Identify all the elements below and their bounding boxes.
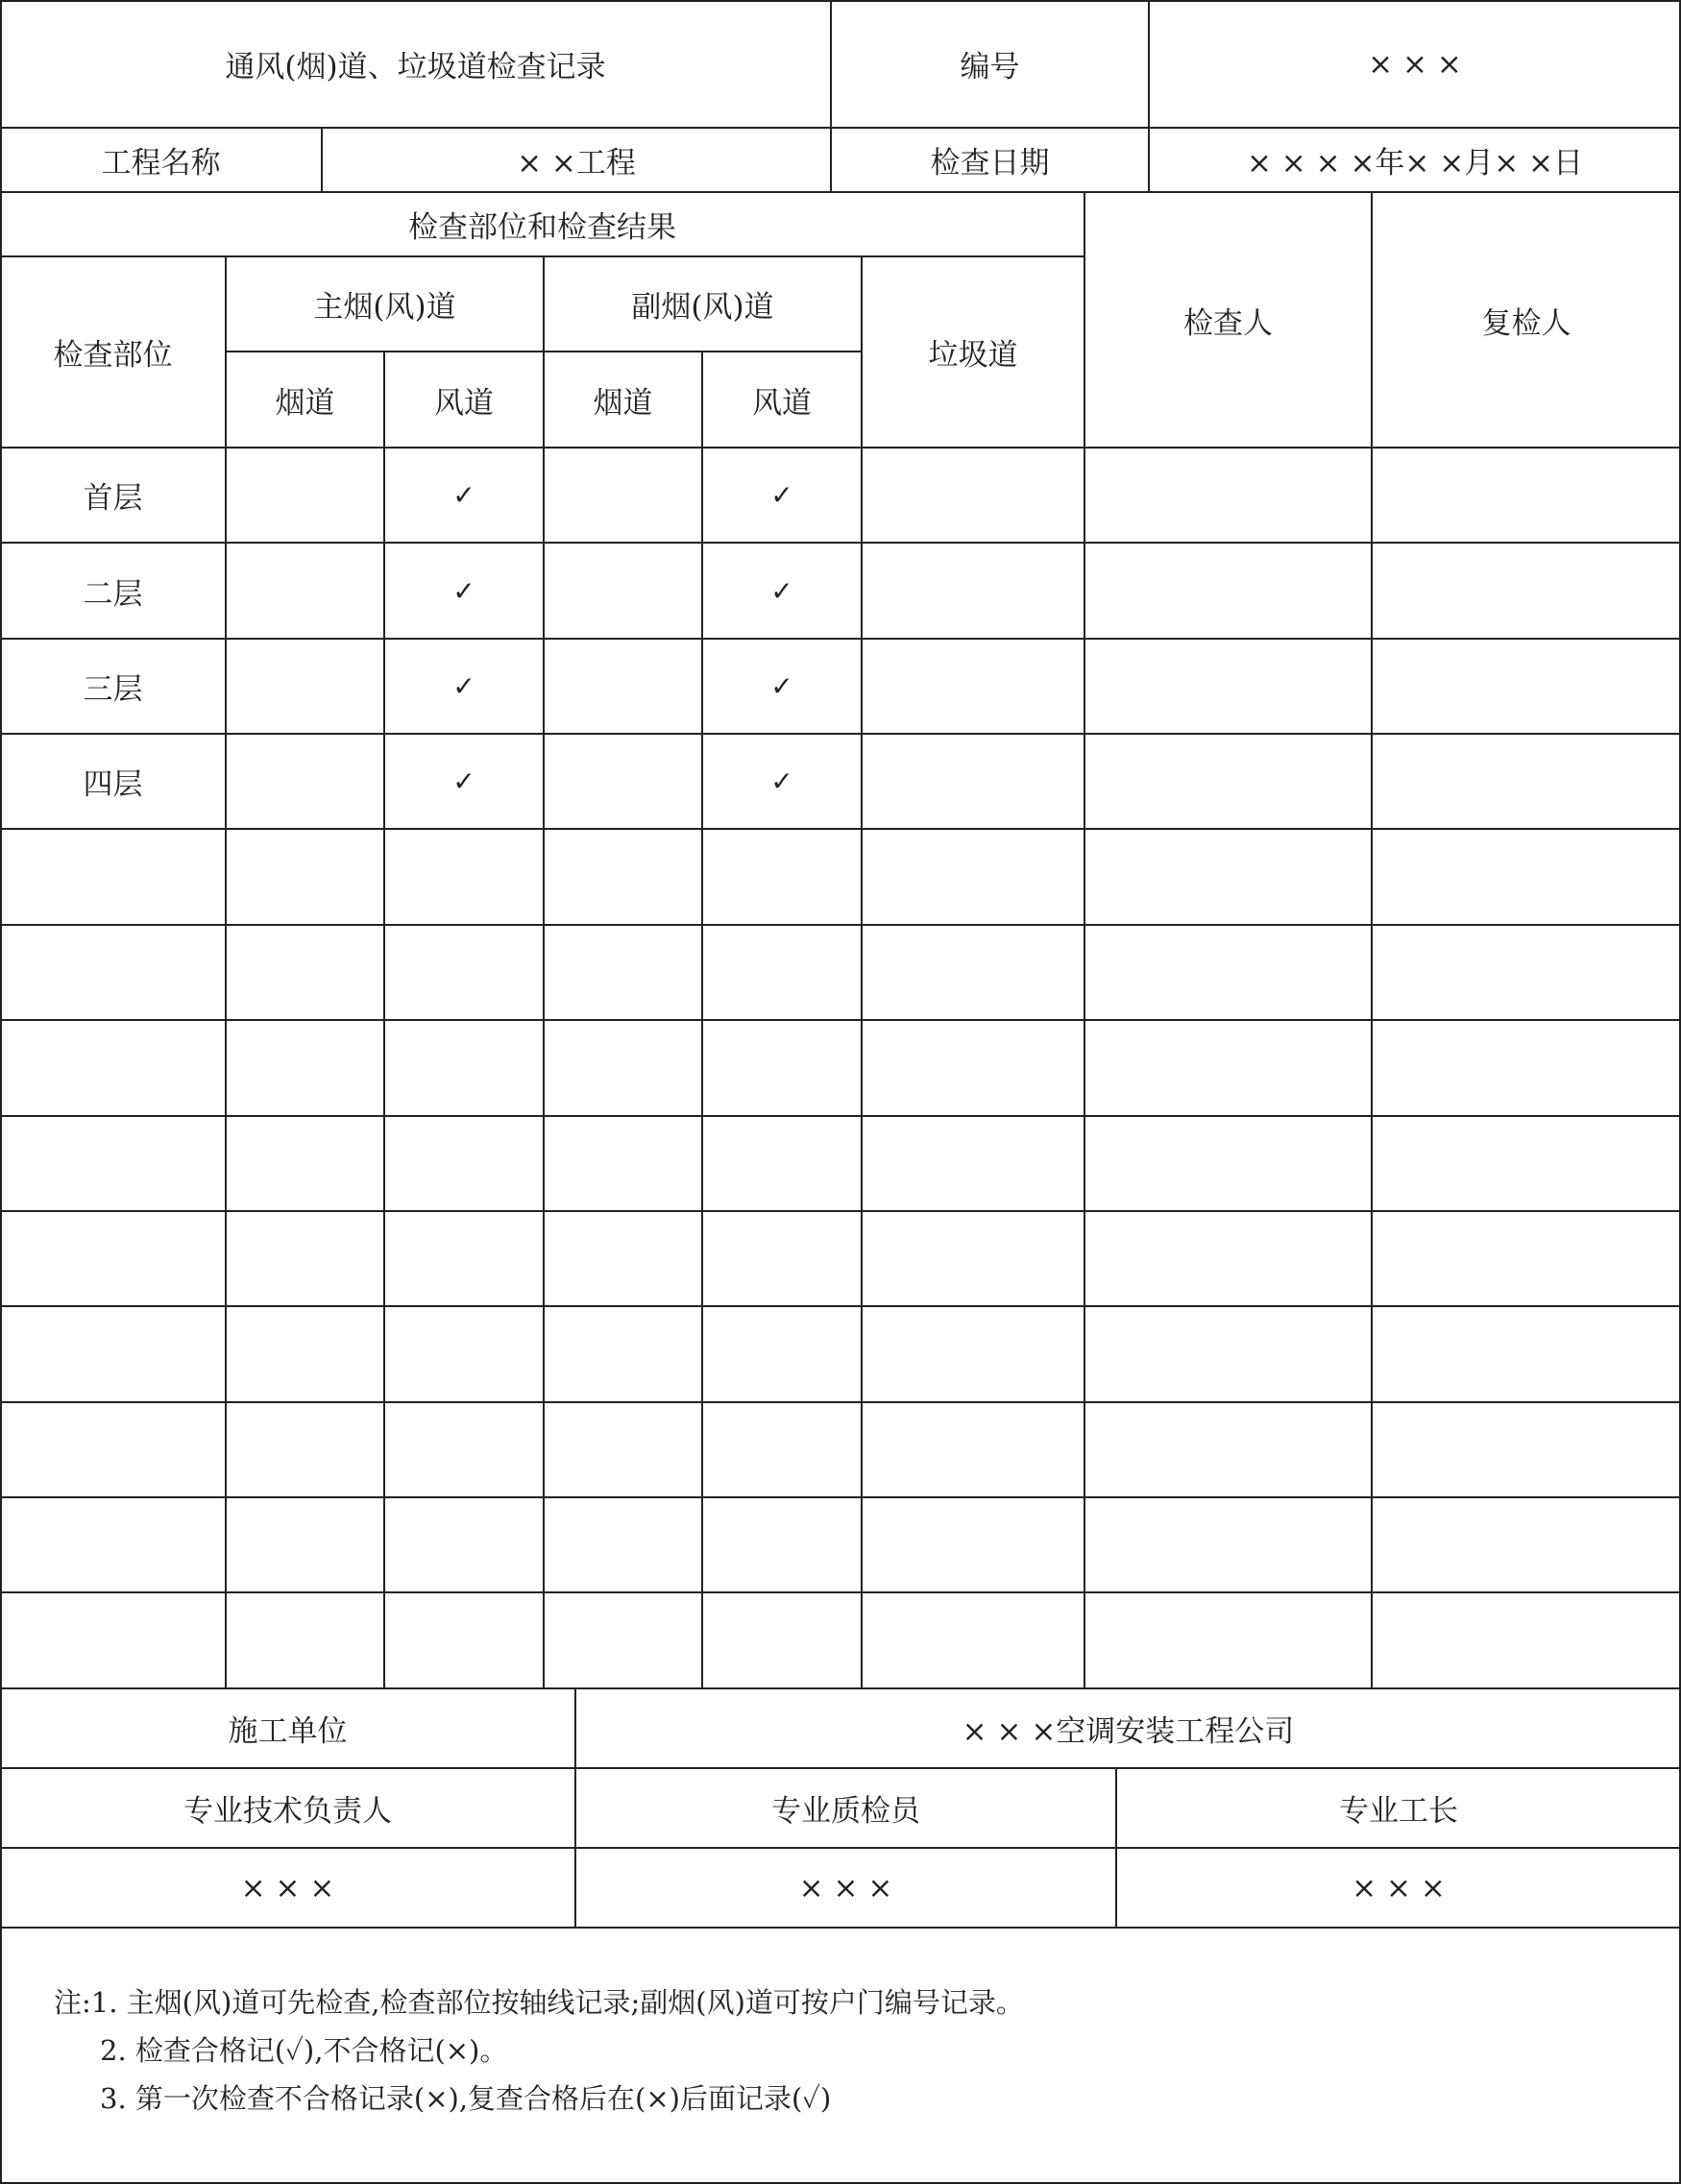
number-value: × × × bbox=[1368, 46, 1462, 82]
col-sec-flue-header: 烟道 bbox=[593, 385, 653, 421]
col-main-air-header: 风道 bbox=[434, 385, 494, 421]
row-sec-air-check: ✓ bbox=[770, 765, 793, 797]
row-location: 首层 bbox=[83, 481, 143, 516]
date-label: 检查日期 bbox=[930, 146, 1050, 181]
section-title: 检查部位和检查结果 bbox=[408, 210, 676, 245]
qc-value: × × × bbox=[798, 1870, 893, 1905]
row-garbage bbox=[862, 543, 1084, 639]
row-sec-flue bbox=[544, 734, 702, 829]
row-main-air-check: ✓ bbox=[452, 670, 475, 702]
construction-unit-label: 施工单位 bbox=[228, 1714, 348, 1749]
row-main-flue bbox=[226, 639, 384, 734]
row-sec-flue bbox=[544, 543, 702, 639]
row-garbage bbox=[862, 448, 1084, 543]
row-inspector bbox=[1084, 543, 1372, 639]
row-sec-air-check: ✓ bbox=[770, 479, 793, 511]
row-garbage bbox=[862, 734, 1084, 829]
col-secondary-header: 副烟(风)道 bbox=[631, 290, 774, 325]
col-inspector-header: 检查人 bbox=[1183, 305, 1273, 341]
row-main-flue bbox=[226, 448, 384, 543]
row-inspector bbox=[1084, 639, 1372, 734]
rule-row11 bbox=[0, 1496, 1681, 1498]
row-main-air-check: ✓ bbox=[452, 479, 475, 511]
col-location-header: 检查部位 bbox=[53, 338, 173, 373]
construction-unit-value: × × ×空调安装工程公司 bbox=[962, 1714, 1295, 1749]
row-location: 四层 bbox=[83, 767, 143, 802]
tech-lead-value: × × × bbox=[240, 1870, 335, 1905]
form-title: 通风(烟)道、垃圾道检查记录 bbox=[225, 50, 606, 85]
row-main-air-check: ✓ bbox=[452, 574, 475, 607]
row-location: 二层 bbox=[83, 576, 143, 612]
foreman-value: × × × bbox=[1352, 1870, 1446, 1905]
qc-label: 专业质检员 bbox=[771, 1794, 920, 1829]
note-line: 3. 第一次检查不合格记录(×),复查合格后在(×)后面记录(✓) bbox=[100, 2082, 832, 2115]
col-main-header: 主烟(风)道 bbox=[313, 290, 456, 325]
rule-row9 bbox=[0, 1305, 1681, 1307]
row-main-flue bbox=[226, 734, 384, 829]
date-value: × × × ×年× ×月× ×日 bbox=[1246, 146, 1584, 181]
row-reinspector bbox=[1372, 448, 1681, 543]
rule-row5 bbox=[0, 924, 1681, 926]
row-sec-flue bbox=[544, 448, 702, 543]
row-main-flue bbox=[226, 543, 384, 639]
project-value: × ×工程 bbox=[517, 146, 636, 181]
row-reinspector bbox=[1372, 543, 1681, 639]
tech-lead-label: 专业技术负责人 bbox=[183, 1794, 392, 1829]
row-inspector bbox=[1084, 734, 1372, 829]
col-reinspector-header: 复检人 bbox=[1481, 305, 1571, 341]
rule-row6 bbox=[0, 1019, 1681, 1021]
row-sec-air-check: ✓ bbox=[770, 670, 793, 702]
row-sec-air-check: ✓ bbox=[770, 574, 793, 607]
row-main-air-check: ✓ bbox=[452, 765, 475, 797]
rule-row10 bbox=[0, 1401, 1681, 1403]
row-location: 三层 bbox=[83, 672, 143, 707]
note-line: 2. 检查合格记(✓),不合格记(×)。 bbox=[100, 2034, 508, 2067]
row-sec-flue bbox=[544, 639, 702, 734]
row-garbage bbox=[862, 639, 1084, 734]
row-reinspector bbox=[1372, 639, 1681, 734]
notes bbox=[54, 1978, 1629, 2123]
foreman-label: 专业工长 bbox=[1339, 1794, 1458, 1829]
rule-row12 bbox=[0, 1591, 1681, 1593]
col-garbage-header: 垃圾道 bbox=[928, 338, 1018, 373]
row-reinspector bbox=[1372, 734, 1681, 829]
note-line: 注:1. 主烟(风)道可先检查,检查部位按轴线记录;副烟(风)道可按户门编号记录。 bbox=[54, 1986, 1024, 2019]
row-inspector bbox=[1084, 448, 1372, 543]
rule-row8 bbox=[0, 1210, 1681, 1212]
col-sec-air-header: 风道 bbox=[752, 385, 812, 421]
col-main-flue-header: 烟道 bbox=[275, 385, 335, 421]
project-label: 工程名称 bbox=[101, 146, 221, 181]
number-label: 编号 bbox=[960, 50, 1020, 85]
rule-row7 bbox=[0, 1115, 1681, 1117]
